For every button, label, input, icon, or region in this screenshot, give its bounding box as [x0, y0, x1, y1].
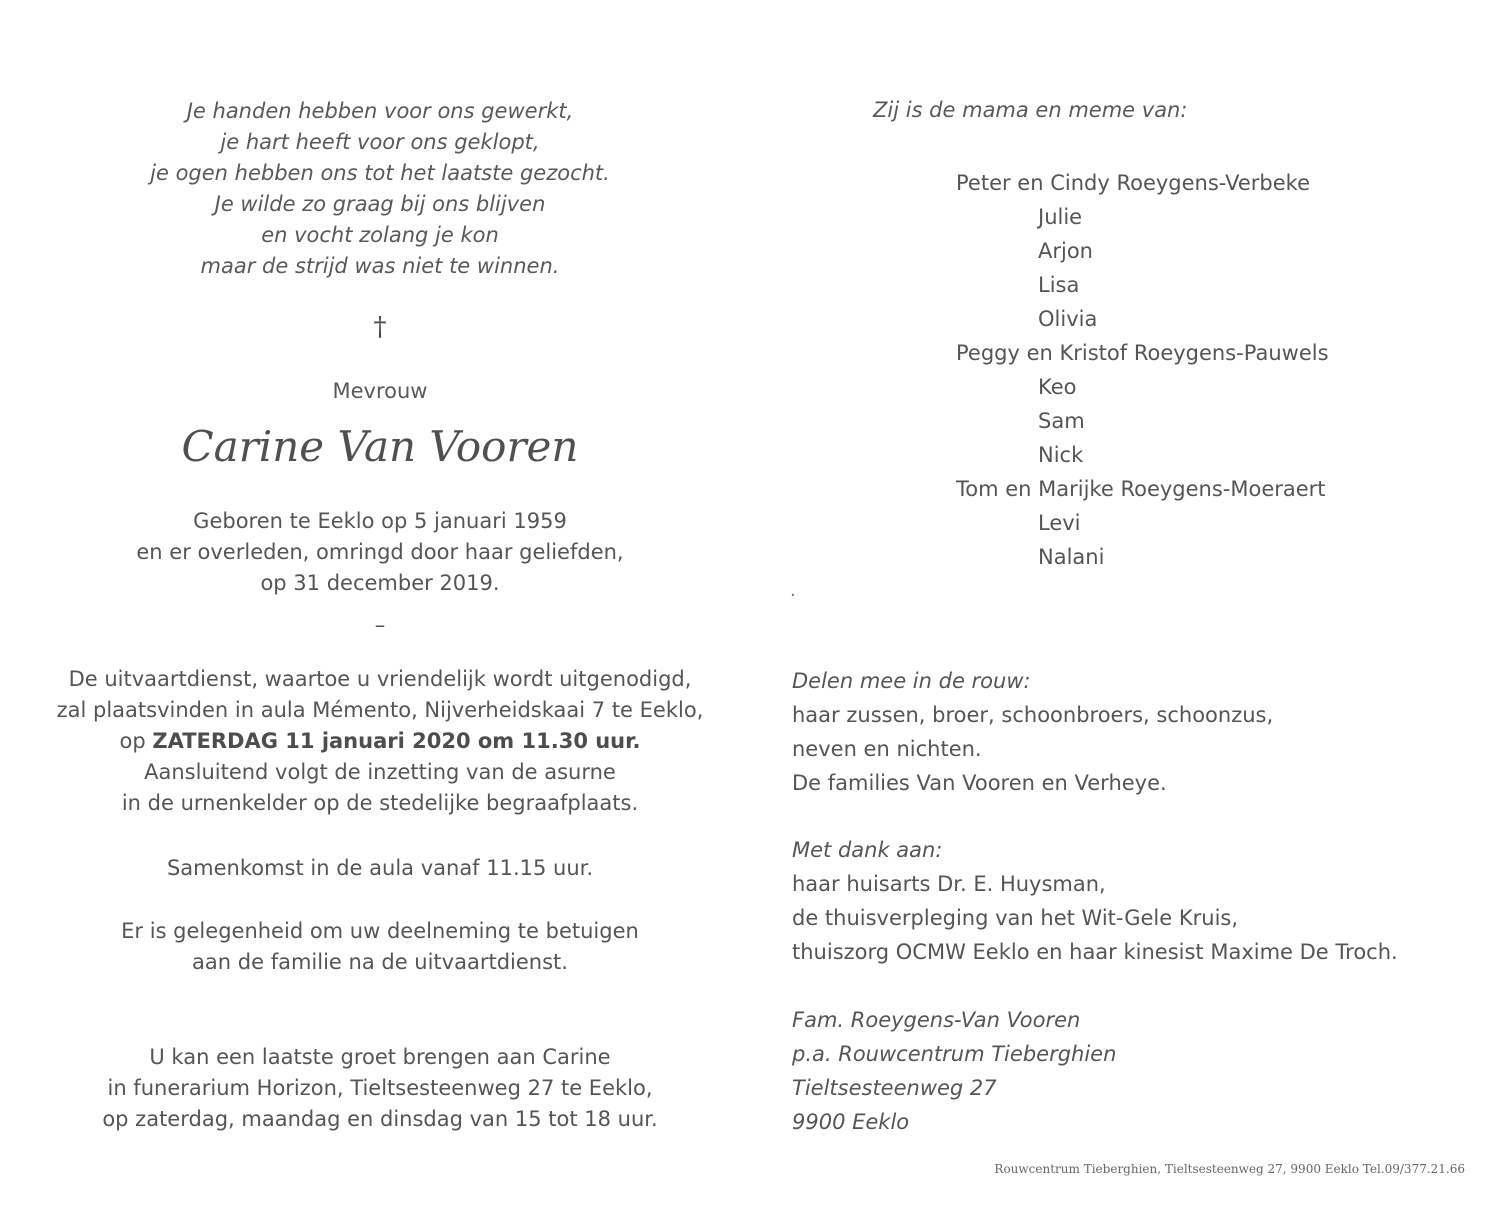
thanks-section — [792, 833, 1398, 969]
poem-line: maar de strijd was niet te winnen. — [200, 254, 560, 278]
funeral-line: zal plaatsvinden in aula Mémento, Nijverheidskaai 7 te Eeklo, — [56, 698, 704, 722]
funeral-date: ZATERDAG 11 januari 2020 om 11.30 uur. — [152, 729, 641, 753]
mourners-line: De families Van Vooren en Verheye. — [792, 771, 1167, 795]
signature-line: p.a. Rouwcentrum Tieberghien — [792, 1042, 1117, 1066]
visit-line: in funerarium Horizon, Tieltsesteenweg 27 te Eeklo, — [107, 1076, 653, 1100]
funeral-date-prefix: op — [119, 729, 153, 753]
gathering-info: Samenkomst in de aula vanaf 11.15 uur. — [166, 856, 594, 880]
family-heading: Zij is de mama en meme van: — [873, 98, 1188, 122]
poem-line: Je handen hebben voor ons gewerkt, — [186, 99, 574, 123]
condolence-info — [40, 916, 720, 978]
honorific: Mevrouw — [332, 379, 428, 403]
family-parent: Tom en Marijke Roeygens-Moeraert — [956, 477, 1326, 501]
family-child: Arjon — [1038, 239, 1093, 263]
family-child: Keo — [1038, 375, 1077, 399]
deceased-name: Carine Van Vooren — [181, 422, 579, 471]
mourners-line: neven en nichten. — [792, 737, 982, 761]
thanks-line: haar huisarts Dr. E. Huysman, — [792, 872, 1106, 896]
condolence-line: aan de familie na de uitvaartdienst. — [192, 950, 568, 974]
thanks-heading: Met dank aan: — [792, 838, 943, 862]
footer-address: Rouwcentrum Tieberghien, Tieltsesteenweg 27, 9900 Eeklo Tel.09/377.21.66 — [994, 1162, 1465, 1176]
cross-icon: † — [373, 312, 387, 342]
poem-line: je ogen hebben ons tot het laatste gezocht. — [150, 161, 610, 185]
family-child: Julie — [1038, 205, 1083, 229]
mourners-heading: Delen mee in de rouw: — [792, 669, 1031, 693]
mourners-line: haar zussen, broer, schoonbroers, schoonzus, — [792, 703, 1274, 727]
family-parent: Peggy en Kristof Roeygens-Pauwels — [956, 341, 1329, 365]
family-parent: Peter en Cindy Roeygens-Verbeke — [956, 171, 1311, 195]
visit-info — [40, 1042, 720, 1135]
funeral-line: De uitvaartdienst, waartoe u vriendelijk wordt uitgenodigd, — [68, 667, 692, 691]
signature-line: 9900 Eeklo — [792, 1110, 910, 1134]
separator: – — [374, 613, 386, 637]
funeral-line: in de urnenkelder op de stedelijke begraafplaats. — [121, 791, 639, 815]
birth-death-info — [40, 506, 720, 599]
poem-line: en vocht zolang je kon — [261, 223, 499, 247]
stray-dot: . — [790, 580, 796, 601]
family-child: Nick — [1038, 443, 1084, 467]
family-child: Nalani — [1038, 545, 1105, 569]
poem-line: Je wilde zo graag bij ons blijven — [214, 192, 546, 216]
family-list — [956, 166, 1329, 574]
poem — [100, 96, 660, 282]
signature-block — [792, 1003, 1116, 1139]
signature-line: Fam. Roeygens-Van Vooren — [792, 1008, 1081, 1032]
family-child: Lisa — [1038, 273, 1080, 297]
thanks-line: de thuisverpleging van het Wit-Gele Kruis, — [792, 906, 1239, 930]
family-child: Olivia — [1038, 307, 1098, 331]
visit-line: U kan een laatste groet brengen aan Carine — [149, 1045, 611, 1069]
thanks-line: thuiszorg OCMW Eeklo en haar kinesist Maxime De Troch. — [792, 940, 1398, 964]
condolence-line: Er is gelegenheid om uw deelneming te betuigen — [121, 919, 639, 943]
funeral-date-line — [40, 726, 720, 757]
funeral-line: Aansluitend volgt de inzetting van de asurne — [144, 760, 616, 784]
poem-line: je hart heeft voor ons geklopt, — [220, 130, 540, 154]
family-child: Levi — [1038, 511, 1081, 535]
mourners-section — [792, 664, 1273, 800]
birth-line: Geboren te Eeklo op 5 januari 1959 — [193, 509, 567, 533]
birth-line: en er overleden, omringd door haar geliefden, — [136, 540, 624, 564]
funeral-info — [40, 664, 720, 819]
visit-line: op zaterdag, maandag en dinsdag van 15 tot 18 uur. — [102, 1107, 658, 1131]
signature-line: Tieltsesteenweg 27 — [792, 1076, 997, 1100]
birth-line: op 31 december 2019. — [260, 571, 500, 595]
family-child: Sam — [1038, 409, 1085, 433]
